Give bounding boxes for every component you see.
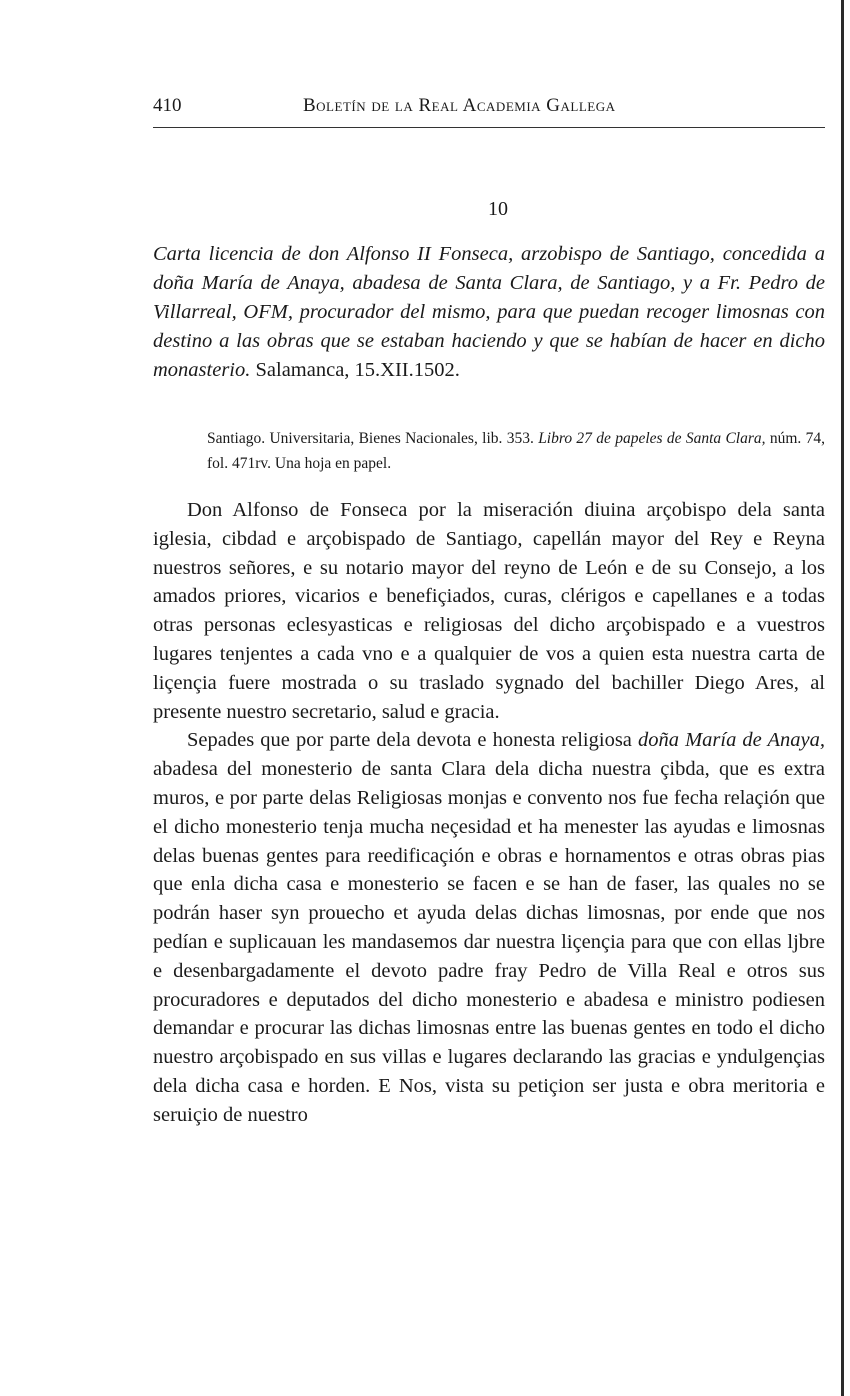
document-summary (153, 240, 825, 385)
p2-start: Sepades que por parte dela devota e honesta religiosa (187, 729, 638, 752)
running-title: Boletín de la Real Academia Gallega (303, 95, 616, 116)
p2-italic-name: doña María de Anaya, (638, 729, 825, 752)
p2-rest: abadesa del monesterio de santa Clara dela dicha nuestra çibda, que es extra muros, e por parte delas Religiosas monjas e convento nos fue fecha relaçión que el dicho monesterio tenja mucha neçesidad et ha menester las ayudas e limosnas delas buenas gentes para reedificaçión e obras e hornamentos e otras obras pias que enla dicha casa e monesterio se facen e se han de faser, las quales no se podrán haser syn prouecho et ayuda delas dichas limosnas, por ende que nos pedían e suplicauan les mandasemos dar nuestra liçençia para que con ellas ljbre e desenbargadamente el devoto padre fray Pedro de Villa Real e otros sus procuradores e deputados del dicho monesterio e abadesa e ministro podiesen demandar e procurar las dichas limosnas entre las buenas gentes en todo el dicho nuestro arçobispado en sus villas e lugares declarando las gracias e yndulgençias dela dicha casa e horden. E Nos, vista su petiçion ser justa e obra meritoria e seruiçio de nuestro (153, 758, 825, 1126)
page-header (153, 95, 825, 123)
body-paragraph-2 (153, 726, 825, 1129)
page-number: 410 (153, 95, 182, 116)
source-book-title: Libro 27 de papeles de Santa Clara, (538, 430, 766, 447)
summary-italic: Carta licencia de don Alfonso II Fonseca, arzobispo de Santiago, concedida a doña María de Anaya, abadesa de Santa Clara, de Santiago, y a Fr. Pedro de Villarreal, OFM, procurador del mismo, para que puedan recoger limosnas con destino a las obras que se estaban haciendo y que se habían de hacer en dicho monasterio. (153, 243, 825, 381)
source-reference (207, 426, 825, 476)
document-body (153, 496, 825, 1130)
source-archive: Santiago. Universitaria, Bienes Nacionales, lib. 353. (207, 430, 539, 447)
body-paragraph-1: Don Alfonso de Fonseca por la miseración diuina arçobispo dela santa iglesia, cibdad e arçobispado de Santiago, capellán mayor del Rey e Reyna nuestros señores, e su notario mayor del reyno de León e de su Consejo, a los amados priores, vicarios e benefiçiados, curas, clérigos e capellanes e a todas otras personas eclesyasticas e religiosas del dicho arçobispado e a vuestros lugares tenjentes a cada vno e a qualquier de vos a quien esta nuestra carta de liçençia fuere mostrada o su traslado sygnado del bachiller Diego Ares, al presente nuestro secretario, salud e gracia. (153, 499, 825, 723)
header-rule (153, 127, 825, 128)
document-number: 10 (488, 198, 508, 220)
summary-date: Salamanca, 15.XII.1502. (250, 359, 460, 381)
source-details: núm. 74, fol. 471rv. Una hoja en papel. (207, 430, 826, 472)
